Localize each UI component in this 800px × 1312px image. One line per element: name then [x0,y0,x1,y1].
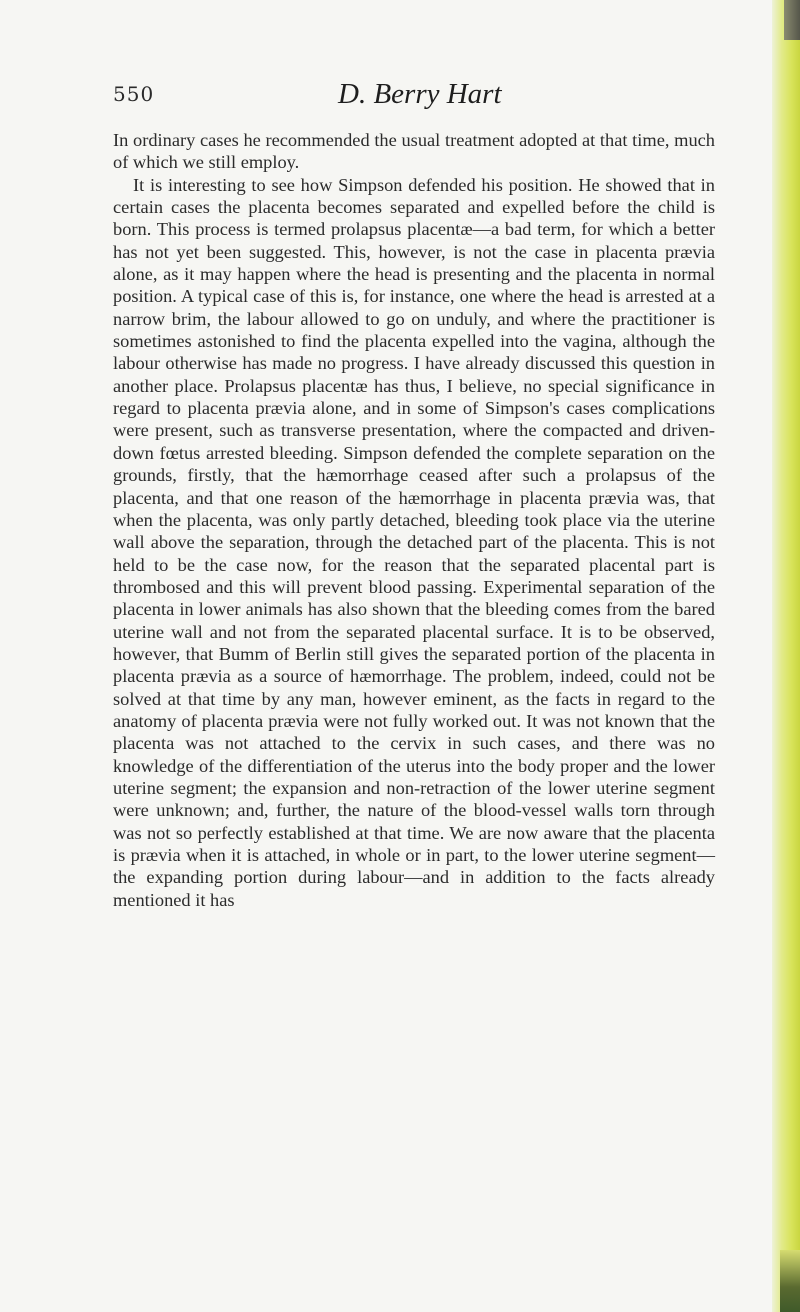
page-edge-strip [772,0,800,1312]
running-head [113,78,713,114]
page-number: 550 [113,82,155,106]
page-edge-shadow-top [784,0,800,40]
running-title-author: D. Berry Hart [338,78,502,110]
body-text [113,129,715,911]
paragraph-2: It is interesting to see how Simpson defended his position. He showed that in certain cases the placenta becomes separated and expelled before the child is born. This process is termed prolapsus placentæ—a bad term, for which a better has not yet been suggested. This, however, is not the case in placenta prævia alone, as it may happen where the head is presenting and the placenta in normal position. A typical case of this is, for instance, one where the head is arrested at a narrow brim, the labour allowed to go on unduly, and where the practitioner is sometimes astonished to find the placenta expelled into the vagina, although the labour otherwise has made no progress. I have already discussed this question in another place. Prolapsus placentæ has thus, I believe, no special significance in regard to placenta prævia alone, and in some of Simpson's cases complications were present, such as transverse presentation, where the compacted and driven-down fœtus arrested bleeding. Simpson defended the complete separation on the grounds, firstly, that the hæmorrhage ceased after such a prolapsus of the placenta, and that one reason of the hæmorrhage in placenta prævia was, that when the placenta, was only partly detached, bleeding took place via the uterine wall above the separation, through the detached part of the placenta. This is not held to be the case now, for the reason that the separated placental part is thrombosed and this will prevent blood passing. Experimental separation of the placenta in lower animals has also shown that the bleeding comes from the bared uterine wall and not from the separated placental surface. It is to be observed, however, that Bumm of Berlin still gives the separated portion of the placenta in placenta prævia as a source of hæmorrhage. The problem, indeed, could not be solved at that time by any man, however eminent, as the facts in regard to the anatomy of placenta prævia were not fully worked out. It was not known that the placenta was not attached to the cervix in such cases, and there was no knowledge of the differentiation of the uterus into the body proper and the lower uterine segment; the expansion and non-retraction of the lower uterine segment were unknown; and, further, the nature of the blood-vessel walls torn through was not so perfectly established at that time. We are now aware that the placenta is prævia when it is attached, in whole or in part, to the lower uterine segment—the expanding portion during labour—and in addition to the facts already mentioned it has [113,174,715,910]
page-edge-shadow-bottom [780,1250,800,1312]
paragraph-1: In ordinary cases he recommended the usual treatment adopted at that time, much of which we still employ. [113,130,715,173]
